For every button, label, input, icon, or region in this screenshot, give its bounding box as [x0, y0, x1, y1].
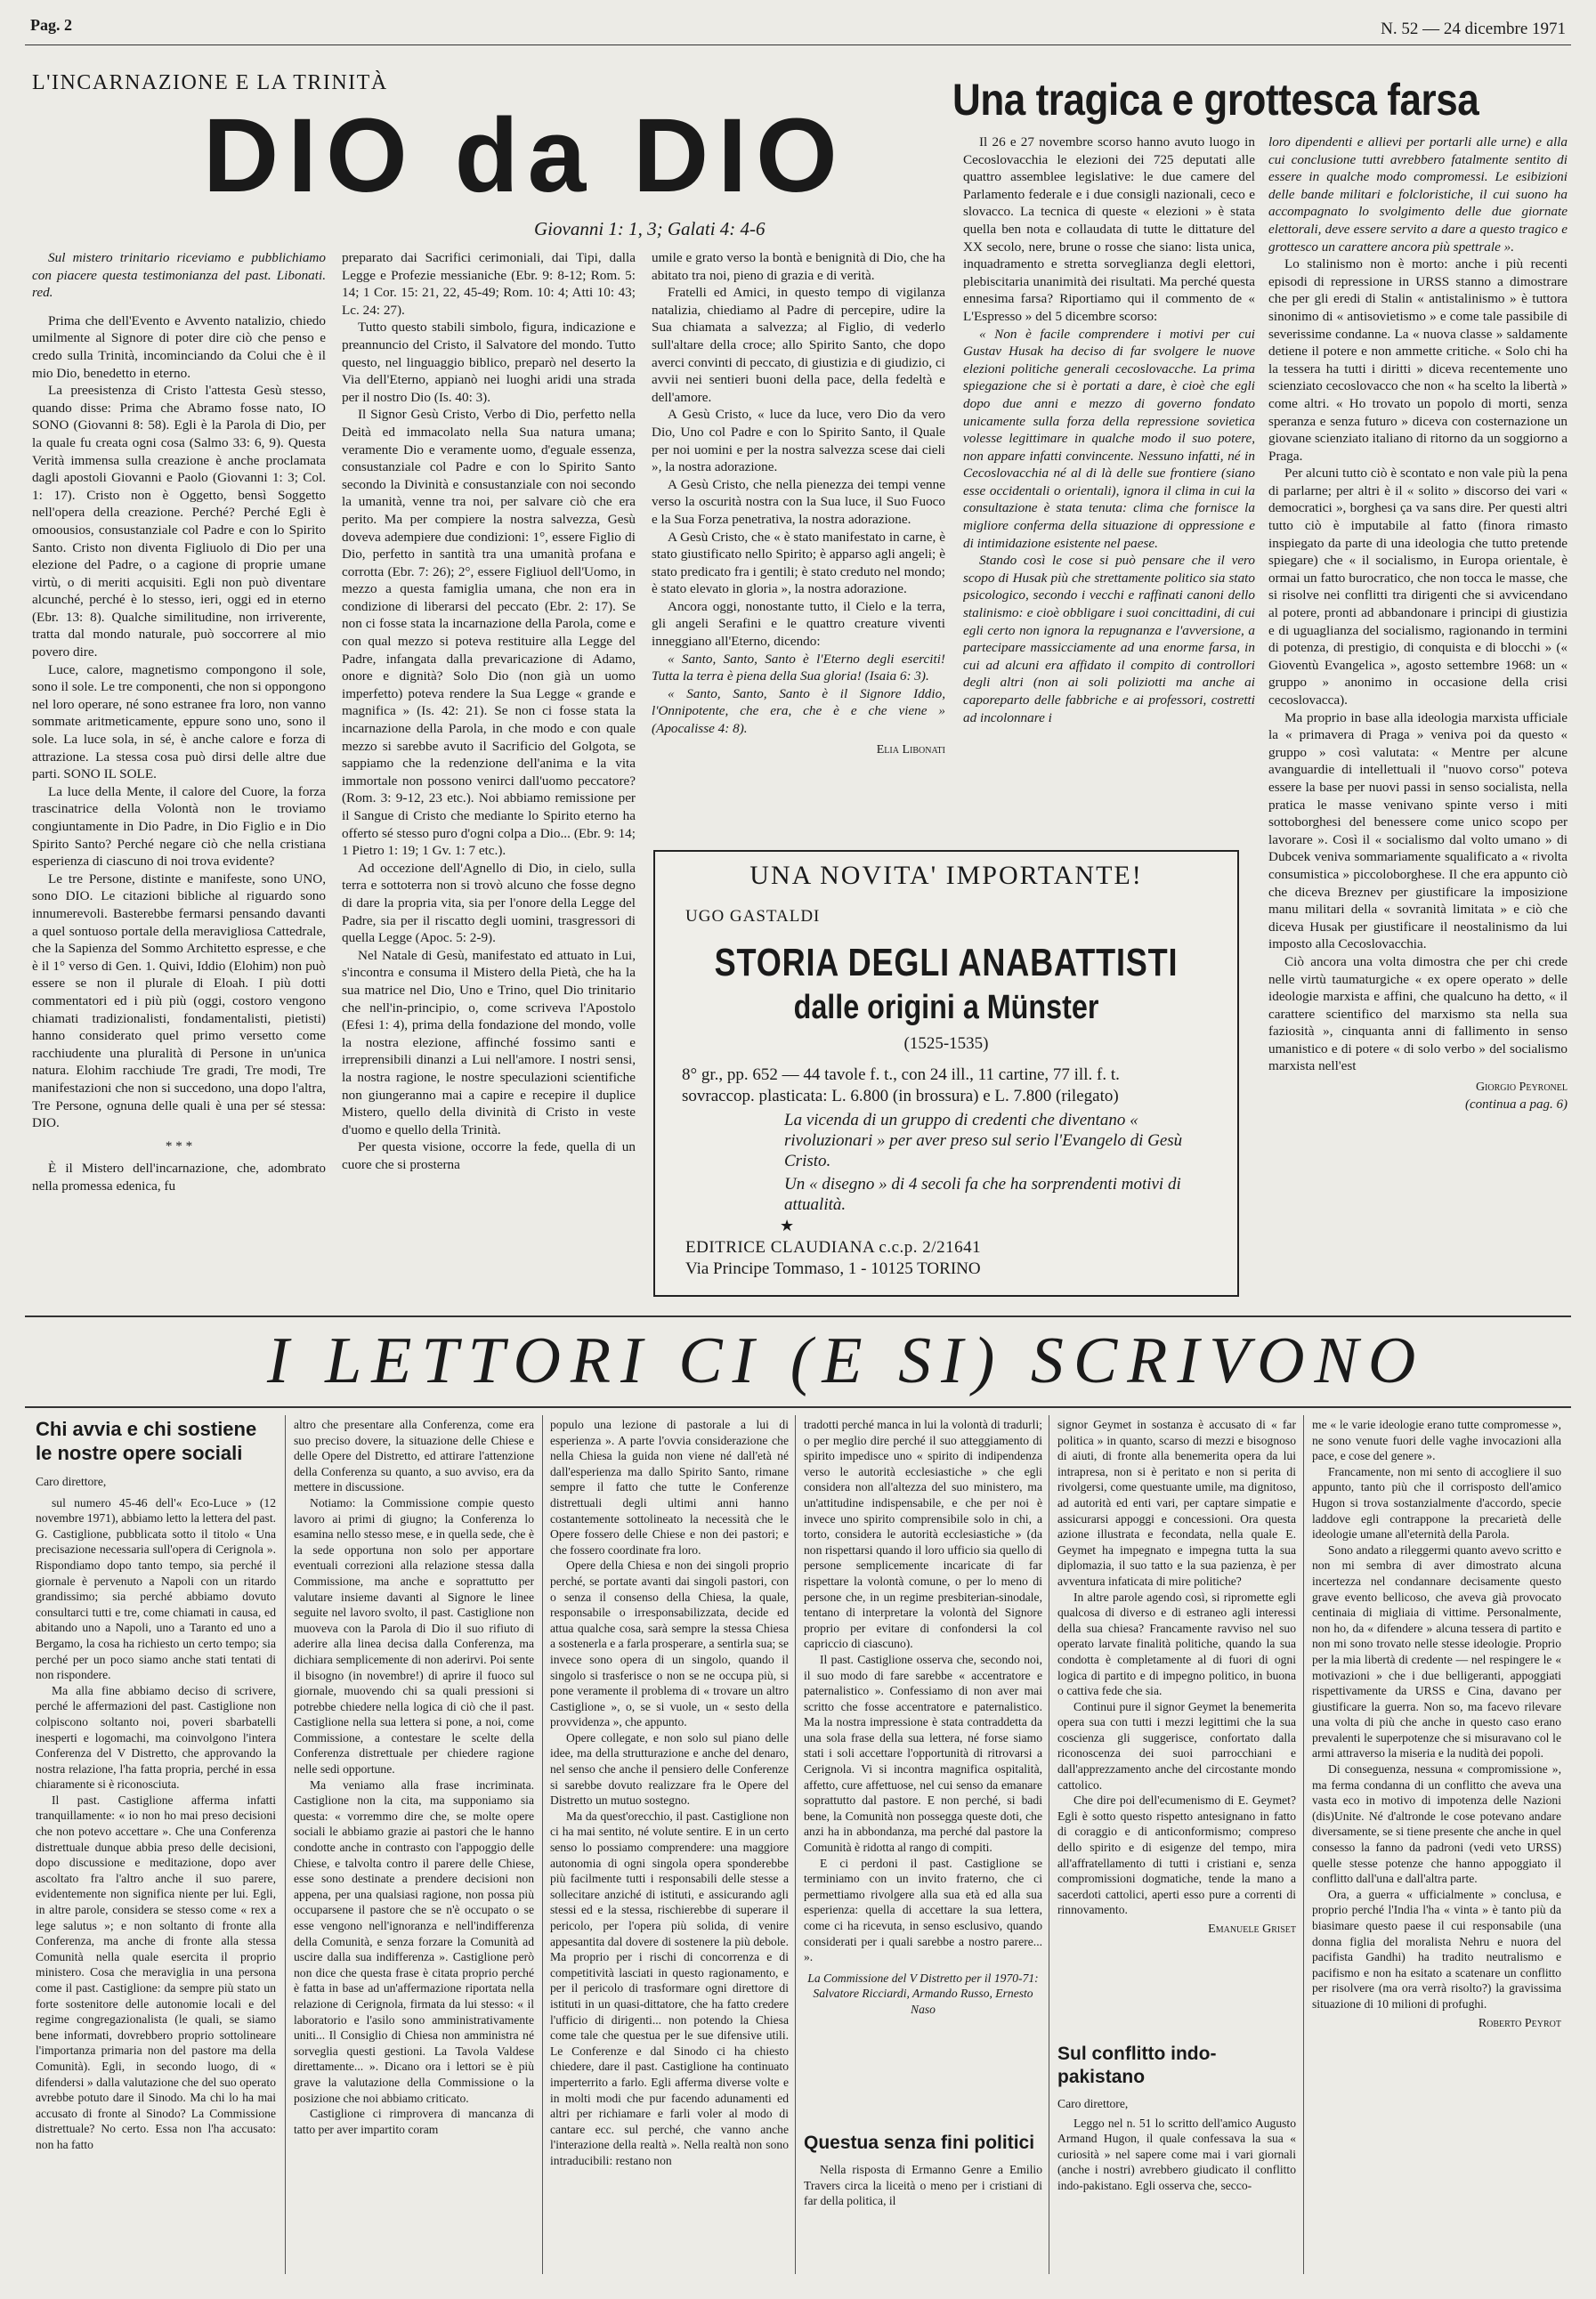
paragraph: Stando così le cose si può pensare che il vero scopo di Husak più che strettamente politico sia stato psicologico, secondo i vecchi e raffinati canoni dello stalinismo: e cioè obbligare i suoi concittadini, di cui egli certo non ignora la repugnanza e l'avversione, a partecipare massicciamente ad una enorme farsa, in cui ad alcuni era affidato il compito di controllori degli altri (non ai soli poliziotti ma anche ai caporeparto delle fabbriche e ai professori, costretti ad incolonnare i	[963, 553, 1255, 725]
paragraph: tradotti perché manca in lui la volontà di tradurli; o per meglio dire perché il suo atteggiamento di spirito impedisce uno « spirito di indipendenza verso le autorità ecclesiastiche » che egli considera non all'altezza del suo ministero, ma un'attitudine indispensabile, e che per noi è invece uno spirito comprensibile solo in chi, a torto, considera le autorità ecclesiastiche » (da non rispettarsi quando il loro ufficio sia quello di persone semplicemente incaricate di far rispettare la volontà comune, o per lo meno di persone che, in un regime presbiterian-sinodale, tentano di interpretare la volontà del Signore proprio per evitare di confondersi la col capriccio di ciascuno).	[804, 1418, 1042, 1651]
paragraph: Di conseguenza, nessuna « compromissione », ma ferma condanna di un conflitto che aveva una vasta eco in motivo di impotenza delle Nazioni (dis)Unite. Né d'altronde le cose potevano andare diversamente, se si tiene presente che anche in quel consesso la fanno da padroni (vedi veto URSS) quelle stesse potenze che hanno appoggiato il conflitto dall'una e dall'altra parte.	[1312, 1762, 1561, 1886]
advert-banner: UNA NOVITA' IMPORTANTE!	[749, 861, 1143, 890]
paragraph: Ma da quest'orecchio, il past. Castiglione non ci ha mai sentito, né volute sentire. E in un certo senso lo possiamo comprendere: una maggiore autonomia di ogni singola opera sponderebbe più facilmente tutti i responsabili delle stesse a sollecitare anziché di istituti, e assicurando agli stessi ed e la stessa, rischierebbe di superare il pericolo, per l'opera più solida, di venire appesantita dal dovere di sostenere la più debole. Ma proprio per i rischi di concorrenza e di competitività lasciati in questo ragionamento, e per il pericolo di trasformare ogni direttore di istituti in un quasi-dittatore, che ha fatto credere l'ufficio di dirigenti... non potendo la Chiesa come tale che questua per le sue difensive utili. Le Conferenze e dal Sinodo ci ha chiesto chiedere, dare il past. Castiglione ha continuato imperterrito a farlo. Egli afferma diverse volte e in molti modi che pur facendo adunamenti ed altri per richiamare e farli voler al modo di cantare ecc. sul perché, che vanno anche l'interazione della realtà ». Nella realtà non sono intraducibili: restano non	[550, 1809, 789, 2167]
paragraph: A Gesù Cristo, « luce da luce, vero Dio da vero Dio, Uno col Padre e con lo Spirito Santo, il Quale per noi uomini e per la nostra salvezza scese dai cieli », la nostra adorazione.	[652, 407, 945, 475]
advert-author: UGO GASTALDI	[685, 907, 821, 926]
star-icon: ★	[780, 1217, 795, 1234]
paragraph: « Non è facile comprendere i motivi per cui Gustav Husak ha deciso di far svolgere le nuove elezioni politiche generali cecoslovacche. La prima spiegazione che si è portati a dare, è cioè che egli dopo due anni e mezzo di governo fondato unicamente sulla forza della repressione sovietica volesse legittimare in qualche modo il suo potere, non appare infatti convincente. Nessuno infatti, né in Cecoslovacchia né al di là delle sue frontiere (siano esse occidentali o orientali), ignora il clima in cui la consultazione è stata tenuta: clima che fornisce la migliore conferma della situazione di oppressione e di intimidazione esistente nel paese.	[963, 326, 1255, 551]
article1-intro: Sul mistero trinitario riceviamo e pubblichiamo con piacere questa testimonianza del past. Libonati. red.	[32, 250, 326, 301]
advert-book-title: STORIA DEGLI ANABATTISTI	[714, 941, 1179, 984]
paragraph: Per alcuni tutto ciò è scontato e non vale più la pena di parlarne; per altri è il « solito » discorso dei vari « democratici », borghesi ça va sans dire. Per questi altri tutto ciò è imputabile al fatto (finora rimasto inspiegato da parte di una ideologia che tutto pretende spiegare) che « il socialismo, in Europa orientale, è ormai un fatto burocratico, che non tocca le masse, che si risolve nei conflitti tra dirigenti che si avvicendano al potere, pronti ad abbandonare i principi di giustizia e di uguaglianza del socialismo, ragionando in termini di potenza, di prestigio, di conquista e di blocchi » (« Gioventù Evangelica », agosto settembre 1968: un « gruppo » anonimo in occasione della crisi cecoslovacca).	[1268, 465, 1568, 708]
advert-years: (1525-1535)	[903, 1034, 989, 1053]
paragraph: Sono andato a rileggermi quanto avevo scritto e non mi sembra di aver dimostrato alcuna incertezza nel condannare decisamente questo grave evento bellicoso, che aveva già provocato centinaia di migliaia di vittime. Personalmente, non ho, da « difendere » alcuna tessera di partito e non mi sono trovato nelle stesse ideologie. Proprio per la mia libertà di credente — nel respingere le « motivazioni » che i due belligeranti, appoggiati rispettivamente da URSS e Cina, davano per giustificare la guerra. Non so, ma facevo rilevare una volta di più che anche in questo caso erano prevalenti le superpotenze che si misuravano col le armi attraverso la miseria e la nudità dei popoli.	[1312, 1542, 1561, 1761]
salutation: Caro direttore,	[1057, 2097, 1129, 2110]
section-rule-top	[25, 1315, 1571, 1317]
letters-column-4-bottom	[804, 2132, 1042, 2283]
paragraph: Per questa visione, occorre la fede, quella di un cuore che si prosterna	[342, 1139, 636, 1172]
paragraph: Le tre Persone, distinte e manifeste, sono UNO, sono DIO. Le citazioni bibliche al riguardo sono innumerevoli. Basterebbe fermarsi pensando davanti a quel sontuoso portale della meravigliosa Cattedrale, che la Sapienza del Sommo Architetto espresse, e che è il 1° verso di Gen. 1. Quivi, Iddio (Elohim) non può essere se non il plurale di Eloah. I più dotti commentatori ed i più più (oggi, costoro vengono chiamati tradizionalisti, fondamentalisti, pietisti) hanno considerato quel primo versetto come racchiudente una pluralità di Persone in un'unica natura. Elohim racchiude Tre gradi, Tre modi, Tre manifestazioni che non si succedono, una dopo l'altra, Tre Persone, ognuna delle quali è una per sé stessa: DIO.	[32, 870, 326, 1131]
column-rule	[542, 1415, 543, 2274]
paragraph: Fratelli ed Amici, in questo tempo di vigilanza natalizia, chiediamo al Padre di percepire, udire la Sua chiamata a salvezza; al Figlio, di vederlo sull'altare della croce; allo Spirito Santo, che dopo averci convinti di peccato, di giustizia e di giudizio, ci avvii nei sentieri buoni della pace, della fedeltà e dell'amore.	[652, 285, 945, 405]
issue-date: N. 52 — 24 dicembre 1971	[1381, 20, 1566, 38]
paragraph: Ad occezione dell'Agnello di Dio, in cielo, sulla terra e sottoterra non si trovò alcuno che fosse degno di dare la propria vita, sia per l'onore della Legge del Padre, sia per il riscatto degli uomini, trasgressori di quella Legge (Apoc. 5: 2-9).	[342, 860, 636, 946]
paragraph: « Santo, Santo, Santo è il Signore Iddio, l'Onnipotente, che era, che è e che viene » (Apocalisse 4: 8).	[652, 685, 945, 737]
advert-box	[653, 850, 1239, 1297]
paragraph: Ancora oggi, nonostante tutto, il Cielo e la terra, gli angeli Serafini e le quattro creature viventi inneggiano all'Eterno, dicendo:	[652, 598, 945, 650]
article1-column-3	[652, 249, 945, 863]
advert-price: sovraccop. plasticata: L. 6.800 (in brossura) e L. 7.800 (rilegato)	[682, 1087, 1119, 1105]
paragraph: loro dipendenti e allievi per portarli alle urne) e alla cui conclusione tutti avrebbero fatalmente sentito di essere in qualche modo compromessi. Le esibizioni delle bande militari e folcloristiche, il cui suono ha accompagnato lo svolgimento delle due giornate elettorali, deve essere servito a dare a questo tragico e grottesco un carattere ancora più spettrale ».	[1268, 134, 1568, 255]
paragraph: E ci perdoni il past. Castiglione se terminiamo con un invito fraterno, che ci permettiamo rivolgere alla sua età ed alla sua esperienza: quella di accettare la sua lettera, come ci ha ricevuta, in senso esclusivo, quando considerati per i quali sarebbe a nostro parere... ».	[804, 1856, 1042, 1964]
paragraph: La preesistenza di Cristo l'attesta Gesù stesso, quando disse: Prima che Abramo fosse nato, IO SONO (Giovanni 8: 58). Egli è la Parola di Dio, per la quale fu creata ogni cosa (Salmo 33: 6, 9). Questa Verità immensa sulla creazione è anche proclamata dagli apostoli Giovanni e Paolo (Giovanni 1: 3; Col. 1: 17). Cristo non è Oggetto, bensì Soggetto nell'opera della creazione. Perché? Perché Egli è omoousios, consustanziale col Padre e con lo Spirito Santo. Cristo non diventa Figliuolo di Dio per una elezione del Padre, o a cagione di proprie umane virtù, o di meriti acquisiti. Egli non può diventare alcunché, perché è lo stesso, ieri, oggi ed in eterno (Ebr. 13: 8). Qualche similitudine, non irriverente, tratta dal mondo naturale, può soccorrere al mio povero dire.	[32, 383, 326, 660]
article2-signature: Giorgio Peyronel	[1475, 1081, 1568, 1095]
paragraph: Tutto questo stabili simbolo, figura, indicazione e preannuncio del Cristo, il Salvatore del mondo. Tutto questo, nel linguaggio biblico, preparò nel deserto la Via dell'Eterno, appianò nei luoghi aridi una strada per il nostro Dio (Is. 40: 3).	[342, 320, 636, 405]
paragraph: populo una lezione di pastorale a lui di esperienza ». A parte l'ovvia considerazione che nella Chiesa la guida non viene né dall'età né dall'esperienza ma dallo Spirito Santo, rimane sempre il fatto che tutte le Conferenze distrettuali degli ultimi anni hanno costantemente sottolineato la necessità che le Opere fossero delle Chiese e non dei pastori; e che fossero coordinate fra loro.	[550, 1418, 789, 1557]
peyrot-signature: Roberto Peyrot	[1478, 2016, 1561, 2030]
advert-book-subtitle: dalle origini a Münster	[793, 989, 1099, 1026]
paragraph: Il past. Castiglione osserva che, secondo noi, il suo modo di fare sarebbe « accentratore e paternalistico ». Confessiamo di non aver mai scritto che fosse accentratore e paternalistico. Ma la nostra impressione è stata contraddetta da una sola frase della sua lettera, né forse siamo stati i soli accettare l'opportunità di ritrovarsi a Cerignola. Vi si incontra magnifica ospitalità, affetto, cure affettuose, nel cui senso da emanare soprattutto dal pastore. E non perché, si badi bene, la Comunità non possegga queste doti, che anzi ha in abbondanza, ma perché dal pastore la Comunità è ridotta al rango di compiti.	[804, 1652, 1042, 1855]
column-rule	[795, 1415, 796, 2274]
article1-column-2	[342, 249, 636, 1307]
letters-title: I LETTORI CI (E SI) SCRIVONO	[267, 1324, 1426, 1397]
paragraph: Il Signor Gesù Cristo, Verbo di Dio, perfetto nella Deità ed immacolato nella Sua natura umana; veramente Dio e veramente uomo, d'eguale essenza, consustanziale col Padre e con lo Spirito Santo secondo la Divinità e consustanziale con noi secondo la umanità, venne tra noi, per salvare ciò che era perito. Ma per compiere la nostra salvezza, Gesù doveva adempiere due condizioni: 1°, essere Figlio di Dio, perfetto in santità tra una umanità profana e corrotta (Ebr. 7: 26); 2°, essere Figliuol dell'Uomo, in mezzo a questa famiglia umana, che non era in condizione di liberarsi del peccato (Ebr. 2: 17). Se non ci fosse stata la incarnazione della Parola, come e con qual mezzo si poteva restituire alla Legge del Padre, infangata dalla prevaricazione di Adamo, onore e dignità? Solo Dio (non già un uomo imperfetto) poteva rendere la Sua Legge « grande e magnifica » (Is. 42: 21). Se non ci fosse stata la incarnazione della Parola, in che modo e con quale mezzo si sarebbe avuto il Sacrificio del Golgota, se sappiamo che la redenzione dell'anima e la vita immortale non possono venirci dall'uomo peccatore? (Rom. 3: 9-12, 23 etc.). Noi abbiamo remissione per il Sangue di Cristo che mediante lo Spirito eterno ha offerto sé stesso puro d'ogni colpa a Dio... (Ebr. 9: 14; 1 Pietro 1: 19; 1 Gv. 1: 7 etc.).	[342, 407, 636, 859]
paragraph: In altre parole agendo così, si ripromette egli qualcosa di diverso e di estraneo agli interessi della sua chiesa? Francamente ravviso nel suo operato larvate finalità politiche, quando la sua condotta è completamente al di fuori di ogni logica di partito e di impegno politico, in buona o cattiva fede che sia.	[1057, 1590, 1296, 1698]
column-rule	[285, 1415, 286, 2274]
column-rule	[1303, 1415, 1304, 2274]
article2-continued: (continua a pag. 6)	[1465, 1097, 1568, 1112]
letter-questua-headline: Questua senza fini politici	[804, 2133, 1035, 2153]
article2-title: Una tragica e grottesca farsa	[952, 75, 1479, 125]
article1-signature: Elia Libonati	[876, 742, 945, 757]
paragraph: « Santo, Santo, Santo è l'Eterno degli eserciti! Tutta la terra è piena della Sua gloria! (Isaia 6: 3).	[652, 651, 945, 684]
paragraph: Leggo nel n. 51 lo scritto dell'amico Augusto Armand Hugon, il quale confessava la sua « curiosità » nel sapere come mai i vari giornali (anche i nostri) avrebbero giudicato il conflitto indo-pakistano. Egli osserva che, secco-	[1057, 2116, 1296, 2192]
paragraph: È il Mistero dell'incarnazione, che, adombrato nella promessa edenica, fu	[32, 1161, 326, 1194]
paragraph: Nel Natale di Gesù, manifestato ed attuato in Lui, s'incontra e consuma il Mistero della Pietà, che ha la sua matrice nel Dio, Uno e Trino, quel Dio trinitario che nell'in-principio, o, come scriveva l'Apostolo (Efesi 1: 4), prima della fondazione del mondo, volle la nostra elezione, affinché fossimo santi e irreprensibili dinanzi a Lui nell'amore. I nostri sensi, la nostra ragione, le nostre speculazioni scientifiche non giungeranno mai a capire e recepire il duplice Mistero, quello della divinità di Cristo in veste d'uomo e quello della Trinità.	[342, 947, 636, 1137]
paragraph: Opere della Chiesa e non dei singoli proprio perché, se portate avanti dai singoli pastori, con o senza il consenso della Chiesa, la quale, responsabile o irresponsabilizzata, decide ed attua qualche cosa, sarà sempre la stessa Chiesa a sostenerla e a farla prosperare, a sentirla sua; se invece sono opera di un singolo, quando il singolo si trasferisce o non se ne occupa più, si pone veramente il problema di « trovare un altro Castiglione », o, se si vuole, un « sesto della provvidenza », che appunto.	[550, 1558, 789, 1729]
section-rule-bottom	[25, 1406, 1571, 1408]
paragraph: Notiamo: la Commissione compie questo lavoro ai primi di giugno; la Conferenza lo esamina nello stesso mese, e in quella sede, che è la sede opportuna non solo per apportare eventuali correzioni alla relazione stessa dalla Commissione, ma anche e soprattutto per valutare insieme davanti al Signore le linee seguite nel lavoro svolto, il past. Castiglione non muoveva con la Parola di Dio il suo rifiuto di aderire alla linea decisa dalla Conferenza, ma dichiara semplicemente di non aderirvi. Poi sente il bisogno (in novembre!) di aprire il fuoco sul giornale, muovendo chi sa quali pressioni si potrebbe chiedere nella logica di ciò che il past. Castiglione nella sua lettera si pone, a noi, come Commissione, a contestare le scelte della Conferenza distrettuale per chiedere ragione nelle sedi opportune.	[294, 1495, 534, 1777]
advert-blurb-2: Un « disegno » di 4 secoli fa che ha sorprendenti motivi di attualità.	[784, 1175, 1181, 1214]
paragraph: sul numero 45-46 dell'« Eco-Luce » (12 novembre 1971), abbiamo letto la lettera del past. G. Castiglione, pubblicata sotto il titolo « Una precisazione necessaria sull'opera di Cerignola ». Rispondiamo dopo tanto tempo, sia perché il giornale è pervenuto a Napoli con un ritardo grandissimo; sia perché abbiamo dovuto consultarci tutti e tre, come chiamati in causa, ed abitando uno a Napoli, uno a Taranto ed uno a Bergamo, la cosa ha richiesto un certo tempo; sia perché per un poco siamo anche stati tentati di non rispondere.	[36, 1495, 276, 1682]
advert-blurb: La vicenda di un gruppo di credenti che diventano « rivoluzionari » per aver preso sul serio l'Evangelo di Gesù Cristo.	[784, 1111, 1183, 1170]
paragraph: Francamente, non mi sento di accogliere il suo appunto, tanto più che il corrisposto dell'amico Hugon si trova sostanzialmente d'accordo, specie laddove egli contrappone la precarietà delle ideologie umane all'eternità della Parola.	[1312, 1464, 1561, 1542]
page-number: Pag. 2	[30, 16, 72, 34]
advert-address: Via Principe Tommaso, 1 - 10125 TORINO	[685, 1259, 981, 1278]
paragraph: A Gesù Cristo, che « è stato manifestato in carne, è stato giustificato nello Spirito; è apparso agli angeli; è stato predicato fra i gentili; è stato creduto nel mondo; è stato elevato in gloria », la nostra adorazione.	[652, 529, 945, 597]
letters-column-4	[804, 1417, 1042, 2129]
letters-column-6	[1312, 1417, 1561, 2285]
letter-conflict-headline: Sul conflitto indo-pakistano	[1057, 2044, 1217, 2087]
letters-column-5	[1057, 1417, 1296, 2022]
section-break: * * *	[165, 1137, 193, 1154]
griset-signature: Emanuele Griset	[1208, 1923, 1296, 1936]
letters-column-3	[550, 1417, 789, 2280]
paragraph: preparato dai Sacrifici cerimoniali, dai Tipi, dalla Legge e Profezie messianiche (Ebr. 9: 8-12; Rom. 5: 14; 1 Cor. 15: 21, 22, 45-49; Rom. 10: 4; Atti 10: 43; Lc. 24: 27).	[342, 250, 636, 318]
paragraph: Ma veniamo alla frase incriminata. Castiglione non la cita, ma supponiamo sia questa: « vorremmo dire che, se molte opere sociali le abbiamo grazie ai pastori che le hanno condotte anche in contrasto con l'appoggio delle Chiese, e talvolta contro il parere delle Chiese, esse sono destinate a prendere decisioni non appena, per una qualsiasi ragione, non possa più occuparsene il pastore che se n'è occupato o se esse vengono nell'ignoranza e nell'indifferenza della Comunità, e senza forzare la Comunità ad uscire dalla sua indifferenza ». Castiglione però non dice che questa frase è citata proprio perché è fatta in base ad un'affermazione riportata nella relazione di Cerignola, firmata da lui stesso: « il laboratorio e l'asilo sono amministrativamente uniti... Il Consiglio di Chiesa non amministra né sorveglia questi gestioni. La Tavola Valdese direttamente... ». Dicano ora i lettori se è più grave la valutazione della Commissione o la posizione che noi abbiamo criticato.	[294, 1777, 534, 2105]
advert-publisher: EDITRICE CLAUDIANA c.c.p. 2/21641	[685, 1238, 982, 1257]
article1-verse: Giovanni 1: 1, 3; Galati 4: 4-6	[534, 218, 766, 239]
article2-column-2	[1268, 134, 1568, 1291]
paragraph: A Gesù Cristo, che nella pienezza dei tempi venne verso la oscurità nostra con la Sua luce, il Suo Fuoco e la Sua Forza penetrativa, la nostra adorazione.	[652, 476, 945, 527]
paragraph: Il 26 e 27 novembre scorso hanno avuto luogo in Cecoslovacchia le elezioni dei 725 deputati alle quattro assemblee legislative: le due camere del Parlamento federale e i due consigli nazionali, ceco e slovacco. La tecnica di queste « elezioni » è stata quella ben nota e collaudata di tutte le dittature del XX secolo, nere, brune o rosse che siano: lista unica, inquadramento e stretta sorveglianza degli elettori, plebiscitaria unanimità dei risultati. Ma perché questa ennesima farsa? Riportiamo qui il commento de « L'Espresso » del 5 dicembre scorso:	[963, 134, 1255, 324]
letter1-headline: Chi avvia e chi sostiene le nostre opere sociali	[36, 1418, 257, 1464]
paragraph: Nella risposta di Ermanno Genre a Emilio Travers circa la liceità o meno per i cristiani di far della politica, il	[804, 2163, 1042, 2208]
paragraph: Opere collegate, e non solo sul piano delle idee, ma della strutturazione e anche del denaro, nel senso che anche il pensiero delle Conferenze si sarebbe dovuto realizzare fra le Opere del Distretto un mutuo sostegno.	[550, 1730, 789, 1808]
paragraph: Castiglione ci rimprovera di mancanza di tatto per aver impartito coram	[294, 2107, 534, 2136]
salutation: Caro direttore,	[36, 1475, 107, 1488]
paragraph: Ciò ancora una volta dimostra che per chi crede nelle virtù taumaturgiche « ex opere operato » delle ideologie marxista e affini, che qualcuno ha detto, « il carattere scientifico del marxismo sta nella sua faziosità », cinquanta anni di fallimento in senso umanistico e di potere « di solo verbo » del socialismo marxista nell'est	[1268, 953, 1568, 1074]
paragraph: Lo stalinismo non è morto: anche i più recenti episodi di repressione in URSS stanno a dimostrare che per gli eredi di Stalin « antistalinismo » è tuttora sinonimo di « antisovietismo » e come tale passibile di severissime condanne. La « nuova classe » saldamente detiene il potere e non ammette critiche. « Solo chi ha la tessera ha tutti i diritti » diceva recentemente uno scienziato cecoslovacco che non « ha scelto la libertà » come altri. « Ho trovato un popolo di morti, senza speranza e senza futuro » diceva con costernazione un giovane scienziato italiano di ritorno da un soggiorno a Praga.	[1268, 256, 1568, 464]
paragraph: Il past. Castiglione afferma infatti tranquillamente: « io non ho mai preso decisioni che non potevo accettare ». Che una Conferenza distrettuale dunque abbia preso delle decisioni, dopo discussione e meditazione, dopo aver ascoltato fra l'altro anche il suo parere, evidentemente non significa niente per lui. Egli, in altre parole, considera se stesso come « rex a lege salutus »; e non soltanto di fronte alla Conferenza, ma anche di fronte alla stessa Comunità nella quale esercita il proprio ministero. Cosa che meraviglia in una persona come il past. Castiglione: da sempre più stato un forte sostenitore delle autonomie locali e del regime congregazionalista (le quali, se siamo bene informati, dovrebbero proprio sottolineare l'importanza primaria non del pastore ma della Comunità). Egli, in secondo luogo, di « difendersi » dalla valutazione che del suo operato avrebbe potuto dare il Sinodo. Ma chi lo ha mai accusato di fronte al Sinodo? La Commissione distrettuale? No certo. Essa non l'ha accusato: non ha fatto	[36, 1793, 276, 2151]
paragraph: Ora, a guerra « ufficialmente » conclusa, e proprio perché l'India l'ha « vinta » è tanto più da biasimare questo paese il cui responsabile (una donna figlia del moralista Nehru e nuora del pacifista Gandhi) ha tradito neutralismo e pacifismo e non ha esitato a scatenare un conflitto per risolvere (ma ora verrà risolto?) la gravissima situazione di 10 milioni di profughi.	[1312, 1887, 1561, 2011]
paragraph: Continui pure il signor Geymet la benemerita opera sua con tutti i mezzi legittimi che la sua coscienza gli suggerisce, confortato dalla riconoscenza dei suoi parrocchiani e dall'apprezzamento anche del circostante mondo cattolico.	[1057, 1699, 1296, 1792]
letters-column-5-bottom	[1057, 2043, 1296, 2283]
paragraph: Prima che dell'Evento e Avvento natalizio, chiedo umilmente al Signore di poter dire ciò che penso e credo sulla Trinità, incominciando da Colui che è il mio Dio, benedetto in eterno.	[32, 312, 326, 381]
paragraph: Ma alla fine abbiamo deciso di scrivere, perché le affermazioni del past. Castiglione non colpiscono soltanto noi, poveri sbarbatelli inesperti e logomachi, ma coinvolgono l'intera Conferenza del V Distretto, che approvando la nostra relazione, l'ha fatta propria, perché in essa chiaramente si è riconosciuta.	[36, 1683, 276, 1792]
article1-column-1	[32, 249, 326, 1307]
commission-signature: La Commissione del V Distretto per il 1970-71: Salvatore Ricciardi, Armando Russo, Ernesto Naso	[807, 1971, 1039, 2016]
article1-kicker: L'INCARNAZIONE E LA TRINITÀ	[32, 71, 388, 94]
paragraph: altro che presentare alla Conferenza, come era suo preciso dovere, la situazione delle Chiese e delle Opere del Distretto, ed attirare l'attenzione della Conferenza su quanto, a suo avviso, era da mettere in discussione.	[294, 1418, 534, 1494]
letters-column-1	[36, 1417, 276, 2280]
article1-title: DIO da DIO	[203, 97, 847, 215]
advert-specs: 8° gr., pp. 652 — 44 tavole f. t., con 24 ill., 11 cartine, 77 ill. f. t.	[682, 1065, 1120, 1084]
paragraph: signor Geymet in sostanza è accusato di « far politica » in quanto, scarso di mezzi e bisognoso di aiuti, di fronte alla benemerita opera da lui intrapresa, non si è peritato e non si perita di rivolgersi, come questuante umile, ma dignitoso, ad autorità ed enti vari, per captare simpatie e assicurarsi appoggi e concessioni. Ora questa azione illustrata e fecondata, nella quale E. Geymet ha impegnato e impegna tutta la sua diplomazia, il suo tatto e la sua pazienza, è per avventura infaticata di mire politiche?	[1057, 1418, 1296, 1588]
article2-column-1	[963, 134, 1255, 846]
paragraph: Luce, calore, magnetismo compongono il sole, sono il sole. Le tre componenti, che non si oppongono nel loro operare, né sono estranee fra loro, non vanno sommate aritmeticamente, eppure sono uno, sono il sole. La luce sola, in sé, è anche calore e forza di attrazione. La stessa cosa può dirsi delle altre due parti. SONO IL SOLE.	[32, 661, 326, 782]
paragraph: La luce della Mente, il calore del Cuore, la forza trascinatrice della Volontà non le troviamo congiuntamente in Dio Padre, in Dio Figlio e in Dio Spirito Santo? Perché negare ciò che nella cristiana esperienza di ciascuno di noi trova evidente?	[32, 783, 326, 870]
paragraph: Che dire poi dell'ecumenismo di E. Geymet? Egli è sotto questo rispetto antesignano in fatto di coraggio e di anticonformismo; compreso dello spirito e di esigenze del tempo, mira all'affratellamento di tutti i cristiani e, senza compromissioni dogmatiche, tende la mano a sacerdoti cattolici, aperti esso pure a correnti di rinnovamento.	[1057, 1793, 1296, 1917]
paragraph: umile e grato verso la bontà e benignità di Dio, che ha abitato tra noi, pieno di grazia e di verità.	[652, 250, 945, 283]
paragraph: me « le varie ideologie erano tutte compromesse », ne sono venute fuori delle vaghe invocazioni alla pace, e cose del genere ».	[1312, 1418, 1561, 1463]
paragraph: Ma proprio in base alla ideologia marxista ufficiale la « primavera di Praga » veniva poi da questo « gruppo » così valutata: « Mentre per alcune avanguardie di intellettuali il "nuovo corso" poteva essere la base per nuovi passi in senso socialista, nella pratica le masse venivano spinte verso i miti sottoborghesi del benessere come unico scopo per lavorare ». Così il « socialismo dal volto umano » di Dubcek veniva sommariamente squalificato a « rivolta consumistica » piccoloborghese. Il che era appunto ciò che diceva Breznev per giustificare la imposizione manu militari della « sovranità limitata » e ciò che diceva Husak per giustificare il neostalinismo da lui imposto alla Cecoslovacchia.	[1268, 709, 1568, 952]
letters-column-2	[294, 1417, 534, 2280]
